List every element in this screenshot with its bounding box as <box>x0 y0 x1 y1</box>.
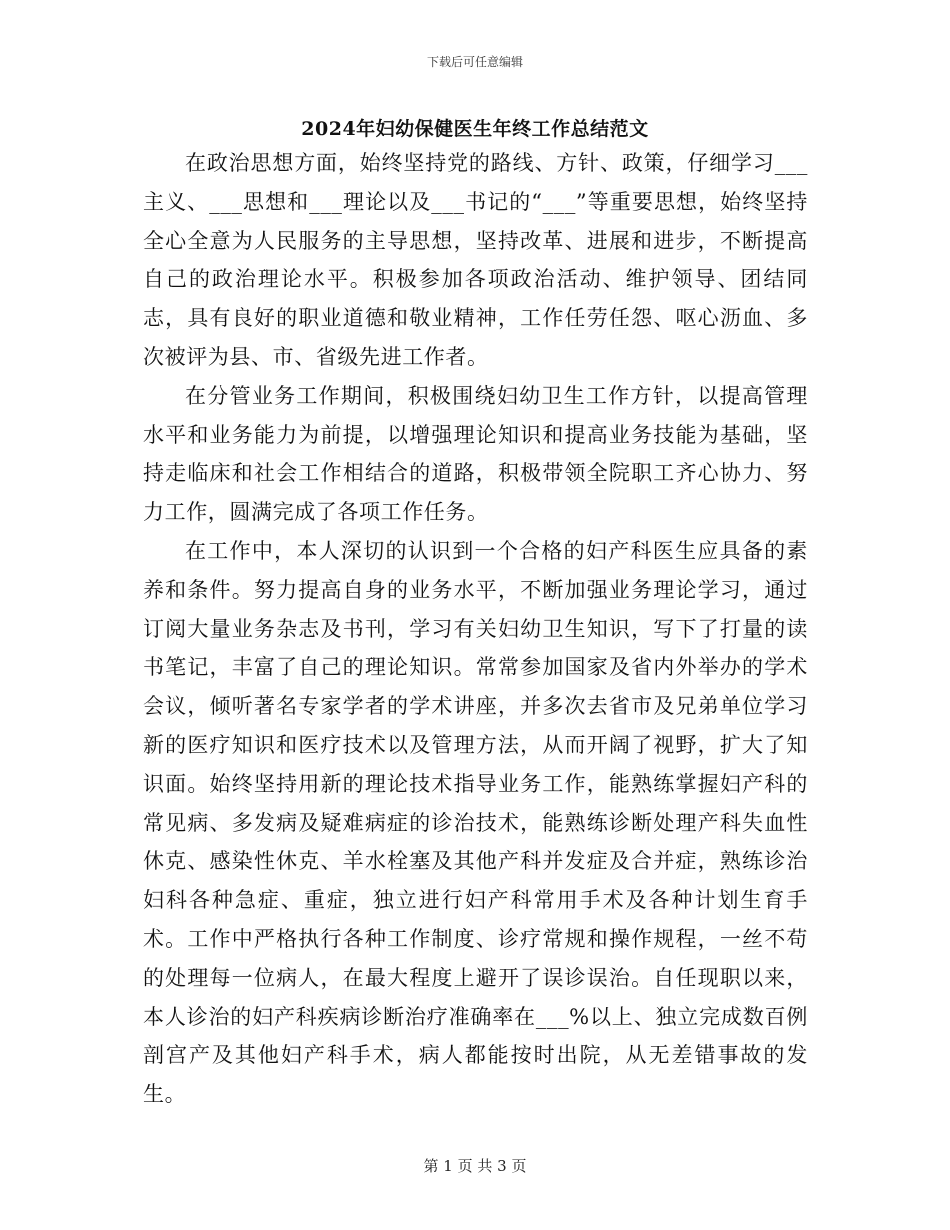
paragraph-professional-work: 在工作中，本人深切的认识到一个合格的妇产科医生应具备的素养和条件。努力提高自身的业务水平，不断加强业务理论学习，通过订阅大量业务杂志及书刊，学习有关妇幼卫生知识，写下了打量的读书笔记，丰富了自己的理论知识。常常参加国家及省内外举办的学术会议，倾听著名专家学者的学术讲座，并多次去省市及兄弟单位学习新的医疗知识和医疗技术以及管理方法，从而开阔了视野，扩大了知识面。始终坚持用新的理论技术指导业务工作，能熟练掌握妇产科的常见病、多发病及疑难病症的诊治技术，能熟练诊断处理产科失血性休克、感染性休克、羊水栓塞及其他产科并发症及合并症，熟练诊治妇科各种急症、重症，独立进行妇产科常用手术及各种计划生育手术。工作中严格执行各种工作制度、诊疗常规和操作规程，一丝不苟的处理每一位病人，在最大程度上避开了误诊误治。自任现职以来，本人诊治的妇产科疾病诊断治疗准确率在___%以上、独立完成数百例剖宫产及其他妇产科手术，病人都能按时出院，从无差错事故的发生。 <box>143 538 808 1107</box>
page-number: 第 1 页 共 3 页 <box>423 1157 527 1175</box>
paragraph-management-work: 在分管业务工作期间，积极围绕妇幼卫生工作方针，以提高管理水平和业务能力为前提，以增强理论知识和提高业务技能为基础，坚持走临床和社会工作相结合的道路，积极带领全院职工齐心协力、努力工作，圆满完成了各项工作任务。 <box>143 383 808 525</box>
header-note: 下载后可任意编辑 <box>426 55 523 69</box>
paragraph-political-thought: 在政治思想方面，始终坚持党的路线、方针、政策，仔细学习___主义、___思想和___理论以及___书记的“___”等重要思想，始终坚持全心全意为人民服务的主导思想，坚持改革、进展和进步，不断提高自己的政治理论水平。积极参加各项政治活动、维护领导、团结同志，具有良好的职业道德和敬业精神，工作任劳任怨、呕心沥血、多次被评为县、市、省级先进工作者。 <box>143 151 808 369</box>
document-body <box>143 144 808 1114</box>
document-title: 2024年妇幼保健医生年终工作总结范文 <box>301 118 649 140</box>
